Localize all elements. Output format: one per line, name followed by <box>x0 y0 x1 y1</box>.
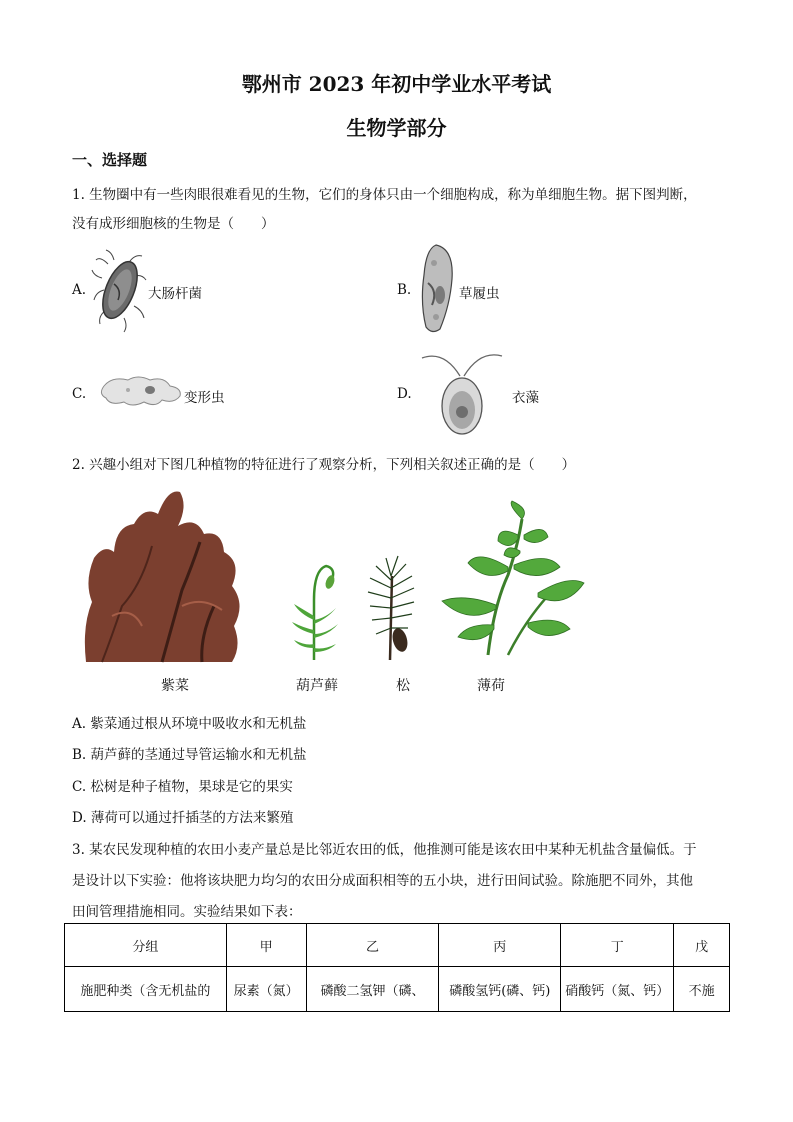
table-header-cell: 甲 <box>226 924 306 967</box>
laver-image <box>82 486 246 662</box>
q1-stem-line-1: 1. 生物圈中有一些肉眼很难看见的生物，它们的身体只由一个细胞构成，称为单细胞生物。据下图判断， <box>72 187 697 203</box>
table-header-cell: 乙 <box>306 924 439 967</box>
q1-option-d-letter: D. <box>397 386 412 402</box>
section-heading: 一、选择题 <box>72 151 148 169</box>
table-cell: 不施 <box>674 967 730 1012</box>
q1-option-d-name: 衣藻 <box>512 390 539 406</box>
exam-subtitle: 生物学部分 <box>346 116 447 140</box>
moss-image <box>292 560 340 660</box>
table-header-row <box>65 924 730 967</box>
table-cell: 尿素（氮） <box>226 967 306 1012</box>
q1-option-b-letter: B. <box>397 282 412 298</box>
q1-option-b-name: 草履虫 <box>459 286 500 302</box>
q2-option-d: D. 薄荷可以通过扦插茎的方法来繁殖 <box>72 810 294 826</box>
q3-stem-line-1: 3. 某农民发现种植的农田小麦产量总是比邻近农田的低，他推测可能是该农田中某种无机盐含量偏低。于 <box>72 842 697 858</box>
table-cell: 磷酸二氢钾（磷、 <box>306 967 439 1012</box>
table-header-cell: 分组 <box>65 924 227 967</box>
caption-moss: 葫芦藓 <box>296 678 338 694</box>
pine-image <box>366 556 416 660</box>
table-header-cell: 丁 <box>561 924 674 967</box>
paramecium-image <box>418 243 458 335</box>
table-header-cell: 戊 <box>674 924 730 967</box>
q1-option-a-name: 大肠杆菌 <box>148 286 202 302</box>
table-header-cell: 丙 <box>439 924 561 967</box>
q1-option-c-letter: C. <box>72 386 87 402</box>
q1-option-a-letter: A. <box>72 282 87 298</box>
table-cell: 磷酸氢钙(磷、钙) <box>439 967 561 1012</box>
caption-laver: 紫菜 <box>161 678 189 694</box>
table-row <box>65 967 730 1012</box>
exam-title: 鄂州市 2023 年初中学业水平考试 <box>241 72 552 96</box>
q2-option-a: A. 紫菜通过根从环境中吸收水和无机盐 <box>72 716 307 732</box>
caption-pine: 松 <box>396 678 410 694</box>
q2-option-b: B. 葫芦藓的茎通过导管运输水和无机盐 <box>72 747 307 763</box>
caption-mint: 薄荷 <box>477 678 505 694</box>
ecoli-image <box>94 250 146 332</box>
q3-stem-line-2: 是设计以下实验：他将该块肥力均匀的农田分成面积相等的五小块，进行田间试验。除施肥不同外，其他 <box>72 873 693 889</box>
q2-option-c: C. 松树是种子植物，果球是它的果实 <box>72 779 293 795</box>
chlamydomonas-image <box>420 350 504 438</box>
amoeba-image <box>98 374 184 408</box>
results-table <box>64 923 730 1012</box>
table-cell: 施肥种类（含无机盐的 <box>65 967 227 1012</box>
table-cell: 硝酸钙（氮、钙） <box>561 967 674 1012</box>
q3-stem-line-3: 田间管理措施相同。实验结果如下表： <box>72 904 302 920</box>
q1-option-c-name: 变形虫 <box>184 390 225 406</box>
q1-stem-line-2: 没有成形细胞核的生物是（ ） <box>72 216 275 232</box>
q2-stem: 2. 兴趣小组对下图几种植物的特征进行了观察分析，下列相关叙述正确的是（ ） <box>72 457 576 473</box>
mint-image <box>438 505 584 655</box>
